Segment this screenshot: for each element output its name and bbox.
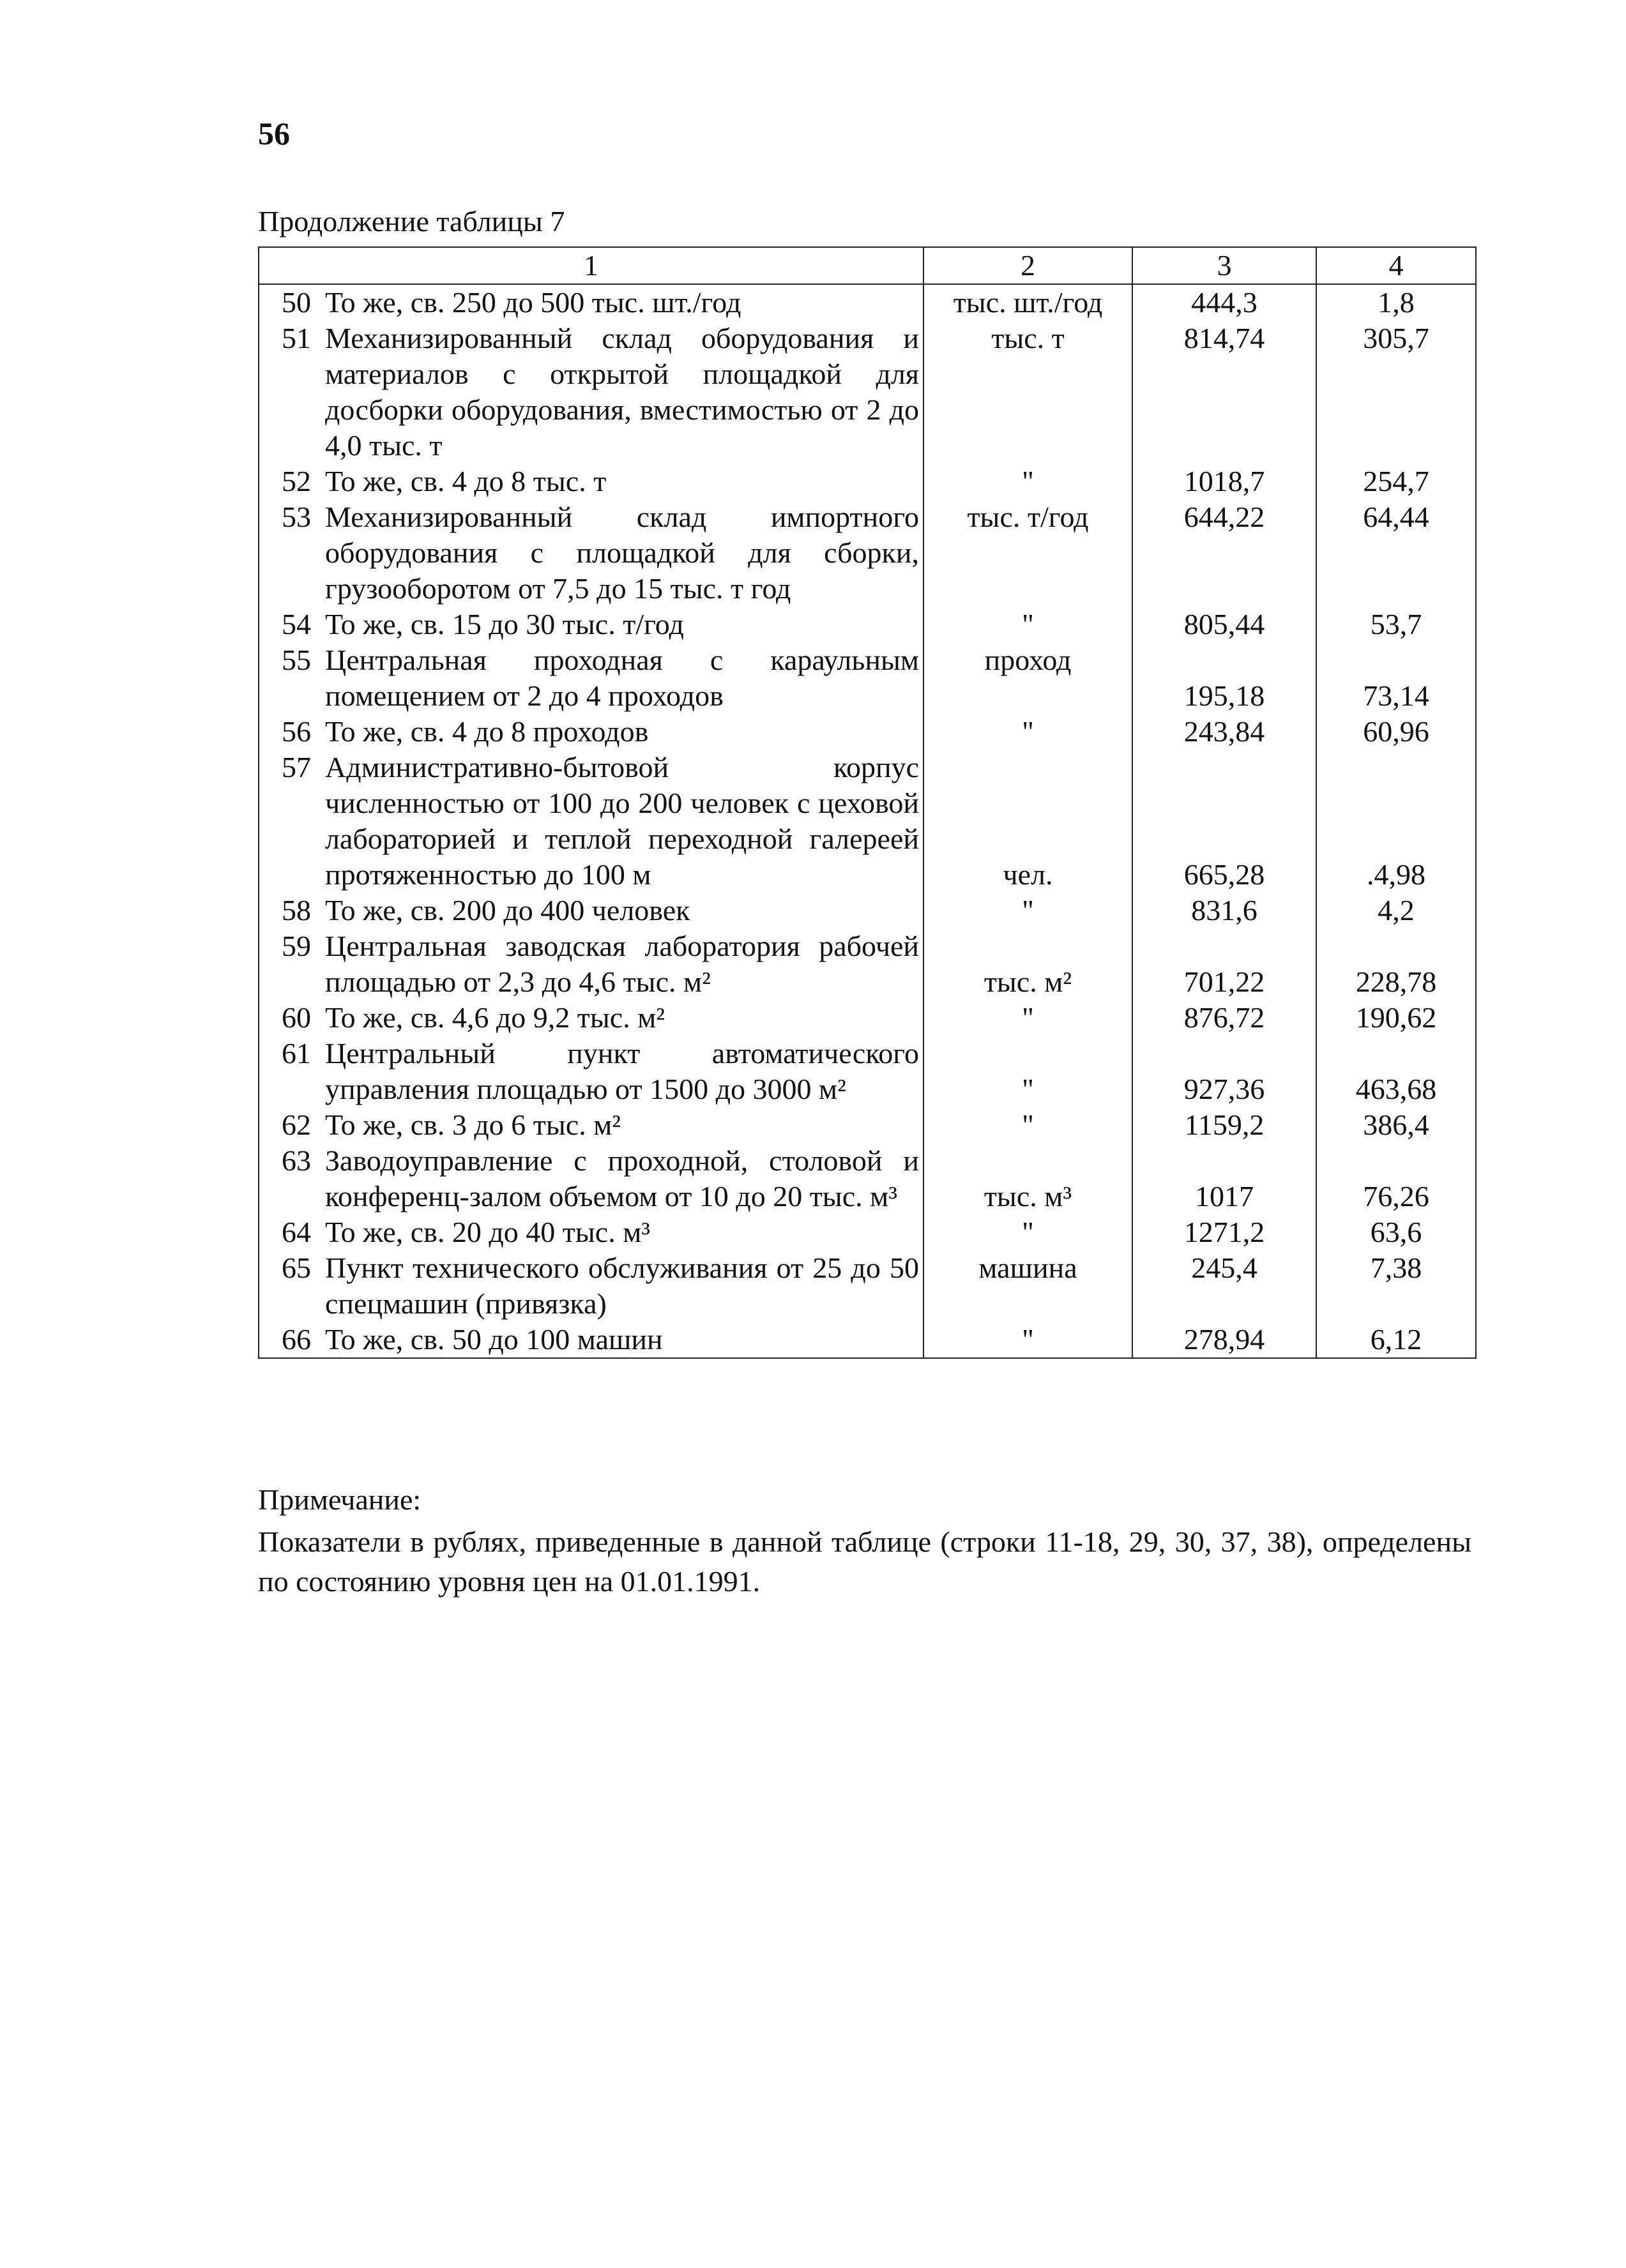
row-value-4: 64,44 [1316, 499, 1476, 607]
row-number: 54 [259, 607, 320, 642]
row-value-3: 831,6 [1132, 893, 1316, 928]
row-name: То же, св. 4 до 8 проходов [320, 714, 923, 750]
row-unit: машина [923, 1250, 1132, 1322]
row-unit: " [923, 1214, 1132, 1250]
table-row [259, 714, 1476, 750]
table-row [259, 464, 1476, 499]
row-value-3: 814,74 [1132, 321, 1316, 464]
table-row [259, 1143, 1476, 1214]
row-value-3: 1017 [1132, 1143, 1316, 1214]
row-number: 56 [259, 714, 320, 750]
row-number: 61 [259, 1036, 320, 1107]
table-row [259, 928, 1476, 1000]
row-number: 53 [259, 499, 320, 607]
row-value-4: 305,7 [1316, 321, 1476, 464]
table-row [259, 1000, 1476, 1036]
row-value-3: 927,36 [1132, 1036, 1316, 1107]
row-unit: " [923, 464, 1132, 499]
header-col-2: 2 [923, 247, 1132, 284]
row-value-4: 386,4 [1316, 1107, 1476, 1143]
table-row [259, 1107, 1476, 1143]
table-row [259, 642, 1476, 714]
row-unit: проход [923, 642, 1132, 714]
row-number: 60 [259, 1000, 320, 1036]
row-value-4: 228,78 [1316, 928, 1476, 1000]
row-number: 50 [259, 284, 320, 321]
row-unit: тыс. т/год [923, 499, 1132, 607]
page-number: 56 [258, 116, 290, 151]
row-value-4: 1,8 [1316, 284, 1476, 321]
row-value-3: 665,28 [1132, 750, 1316, 893]
header-col-1: 1 [259, 247, 923, 284]
row-unit: " [923, 1322, 1132, 1358]
row-number: 59 [259, 928, 320, 1000]
row-value-4: 463,68 [1316, 1036, 1476, 1107]
table-row [259, 607, 1476, 642]
row-value-3: 444,3 [1132, 284, 1316, 321]
row-name: То же, св. 3 до 6 тыс. м² [320, 1107, 923, 1143]
row-value-3: 195,18 [1132, 642, 1316, 714]
row-number: 58 [259, 893, 320, 928]
row-name: То же, св. 15 до 30 тыс. т/год [320, 607, 923, 642]
row-unit: " [923, 607, 1132, 642]
table-caption: Продолжение таблицы 7 [258, 205, 565, 238]
row-value-4: .4,98 [1316, 750, 1476, 893]
row-name: Центральная заводская лаборатория рабочей площадью от 2,3 до 4,6 тыс. м² [320, 928, 923, 1000]
note-title: Примечание: [258, 1483, 422, 1516]
row-name: Пункт технического обслуживания от 25 до 50 спецмашин (привязка) [320, 1250, 923, 1322]
row-unit: " [923, 1036, 1132, 1107]
row-name: То же, св. 250 до 500 тыс. шт./год [320, 284, 923, 321]
row-value-4: 4,2 [1316, 893, 1476, 928]
row-name: То же, св. 200 до 400 человек [320, 893, 923, 928]
row-name: Механизированный склад оборудования и материалов с открытой площадкой для досборки оборудования, вместимостью от 2 до 4,0 тыс. т [320, 321, 923, 464]
row-value-4: 60,96 [1316, 714, 1476, 750]
row-number: 63 [259, 1143, 320, 1214]
table-row [259, 284, 1476, 321]
row-value-3: 1159,2 [1132, 1107, 1316, 1143]
row-name: То же, св. 4,6 до 9,2 тыс. м² [320, 1000, 923, 1036]
row-value-4: 63,6 [1316, 1214, 1476, 1250]
row-value-4: 7,38 [1316, 1250, 1476, 1322]
row-unit: тыс. м² [923, 928, 1132, 1000]
row-value-4: 190,62 [1316, 1000, 1476, 1036]
row-unit: " [923, 893, 1132, 928]
row-value-4: 76,26 [1316, 1143, 1476, 1214]
table-row [259, 893, 1476, 928]
table-header-row [259, 247, 1476, 284]
row-name: То же, св. 50 до 100 машин [320, 1322, 923, 1358]
note-text: Показатели в рублях, приведенные в данной таблице (строки 11-18, 29, 30, 37, 38), определены по состоянию уровня цен на 01.01.1991. [258, 1525, 1471, 1598]
row-unit: тыс. т [923, 321, 1132, 464]
table-row [259, 499, 1476, 607]
table-row [259, 750, 1476, 893]
row-number: 52 [259, 464, 320, 499]
table-row [259, 1214, 1476, 1250]
row-number: 62 [259, 1107, 320, 1143]
header-col-3: 3 [1132, 247, 1316, 284]
row-unit: " [923, 1107, 1132, 1143]
row-value-4: 6,12 [1316, 1322, 1476, 1358]
row-value-3: 243,84 [1132, 714, 1316, 750]
row-value-4: 73,14 [1316, 642, 1476, 714]
row-value-4: 254,7 [1316, 464, 1476, 499]
row-name: То же, св. 4 до 8 тыс. т [320, 464, 923, 499]
row-number: 64 [259, 1214, 320, 1250]
row-unit: " [923, 714, 1132, 750]
row-unit: тыс. шт./год [923, 284, 1132, 321]
row-value-3: 876,72 [1132, 1000, 1316, 1036]
row-value-3: 644,22 [1132, 499, 1316, 607]
row-number: 66 [259, 1322, 320, 1358]
row-number: 65 [259, 1250, 320, 1322]
row-number: 57 [259, 750, 320, 893]
row-value-3: 701,22 [1132, 928, 1316, 1000]
row-name: Центральный пункт автоматического управления площадью от 1500 до 3000 м² [320, 1036, 923, 1107]
header-col-4: 4 [1316, 247, 1476, 284]
row-name: Административно-бытовой корпус численностью от 100 до 200 человек с цеховой лабораторией и теплой переходной галереей протяженностью до 100 м [320, 750, 923, 893]
row-value-4: 53,7 [1316, 607, 1476, 642]
row-unit: чел. [923, 750, 1132, 893]
row-value-3: 278,94 [1132, 1322, 1316, 1358]
row-value-3: 1018,7 [1132, 464, 1316, 499]
data-table [258, 246, 1477, 1359]
table-row [259, 1036, 1476, 1107]
row-number: 51 [259, 321, 320, 464]
row-value-3: 805,44 [1132, 607, 1316, 642]
row-unit: " [923, 1000, 1132, 1036]
row-name: То же, св. 20 до 40 тыс. м³ [320, 1214, 923, 1250]
table-row [259, 321, 1476, 464]
row-value-3: 1271,2 [1132, 1214, 1316, 1250]
table-row [259, 1322, 1476, 1358]
row-name: Центральная проходная с караульным помещением от 2 до 4 проходов [320, 642, 923, 714]
row-unit: тыс. м³ [923, 1143, 1132, 1214]
row-name: Механизированный склад импортного оборудования с площадкой для сборки, грузооборотом от 7,5 до 15 тыс. т год [320, 499, 923, 607]
row-number: 55 [259, 642, 320, 714]
row-value-3: 245,4 [1132, 1250, 1316, 1322]
row-name: Заводоуправление с проходной, столовой и конференц-залом объемом от 10 до 20 тыс. м³ [320, 1143, 923, 1214]
table-row [259, 1250, 1476, 1322]
